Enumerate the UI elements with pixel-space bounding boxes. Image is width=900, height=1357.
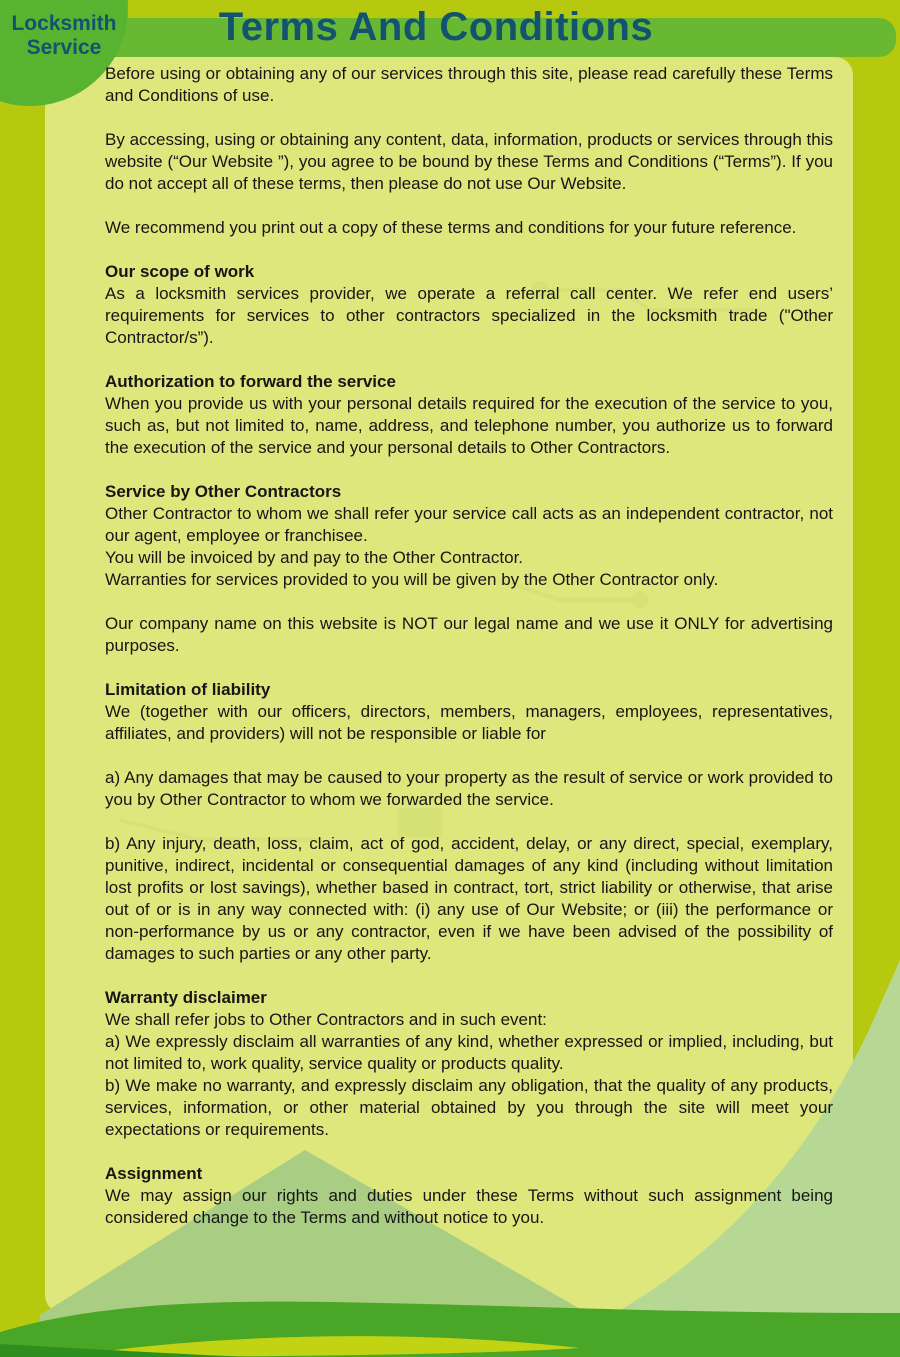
section-heading-warranty-disclaimer: Warranty disclaimer <box>105 988 267 1007</box>
section-paragraph: Other Contractor to whom we shall refer your service call acts as an independent contractor, not our agent, employee or franchisee. <box>105 504 833 545</box>
intro-paragraph: Before using or obtaining any of our services through this site, please read carefully these Terms and Conditions of use. <box>105 64 833 105</box>
section-paragraph: You will be invoiced by and pay to the Other Contractor. <box>105 548 524 567</box>
logo-badge <box>0 12 128 60</box>
intro-paragraph: By accessing, using or obtaining any content, data, information, products or services through this website (“Our Website ”), you agree to be bound by these Terms and Conditions (“Terms”). If you do not accept all of these terms, then please do not use Our Website. <box>105 130 833 193</box>
section-heading-assignment: Assignment <box>105 1164 203 1183</box>
section-paragraph: When you provide us with your personal details required for the execution of the service to you, such as, but not limited to, name, address, and telephone number, you authorize us to forward the execution of the service and your personal details to Other Contractors. <box>105 394 833 457</box>
logo-badge-line2: Service <box>26 36 102 59</box>
terms-content <box>105 63 833 1229</box>
intro-paragraph: We recommend you print out a copy of these terms and conditions for your future reference. <box>105 218 797 237</box>
logo-badge-line1: Locksmith <box>11 12 117 35</box>
section-paragraph: a) We expressly disclaim all warranties of any kind, whether expressed or implied, including, but not limited to, work quality, service quality or products quality. <box>105 1032 833 1073</box>
section-paragraph: As a locksmith services provider, we operate a referral call center. We refer end users’ requirements for services to other contractors specialized in the locksmith trade ("Other Contractor/s”). <box>105 284 833 347</box>
section-paragraph: We shall refer jobs to Other Contractors and in such event: <box>105 1010 547 1029</box>
section-heading-scope: Our scope of work <box>105 262 255 281</box>
section-paragraph: a) Any damages that may be caused to your property as the result of service or work provided to you by Other Contractor to whom we forwarded the service. <box>105 768 833 809</box>
section-paragraph: We (together with our officers, directors, members, managers, employees, representatives, affiliates, and providers) will not be responsible or liable for <box>105 702 833 743</box>
page-title: Terms And Conditions <box>218 5 654 49</box>
section-paragraph: b) Any injury, death, loss, claim, act of god, accident, delay, or any direct, special, exemplary, punitive, indirect, incidental or consequential damages of any kind (including without limitation lost profits or lost savings), whether based in contract, tort, strict liability or otherwise, that arise out of or is in any way connected with: (i) any use of Our Website; or (iii) the performance or non-performance by us or any contractor, even if we have been advised of the possibility of damages to such parties or any other party. <box>105 834 833 963</box>
section-heading-authorization: Authorization to forward the service <box>105 372 396 391</box>
section-paragraph: Our company name on this website is NOT our legal name and we use it ONLY for advertising purposes. <box>105 614 833 655</box>
section-paragraph: Warranties for services provided to you will be given by the Other Contractor only. <box>105 570 719 589</box>
section-paragraph: b) We make no warranty, and expressly disclaim any obligation, that the quality of any products, services, information, or other material obtained by you through the site will meet your expectations or requirements. <box>105 1076 833 1139</box>
section-heading-limitation-of-liability: Limitation of liability <box>105 680 271 699</box>
section-heading-service-by-other-contractors: Service by Other Contractors <box>105 482 342 501</box>
section-paragraph: We may assign our rights and duties under these Terms without such assignment being considered change to the Terms and without notice to you. <box>105 1186 833 1227</box>
